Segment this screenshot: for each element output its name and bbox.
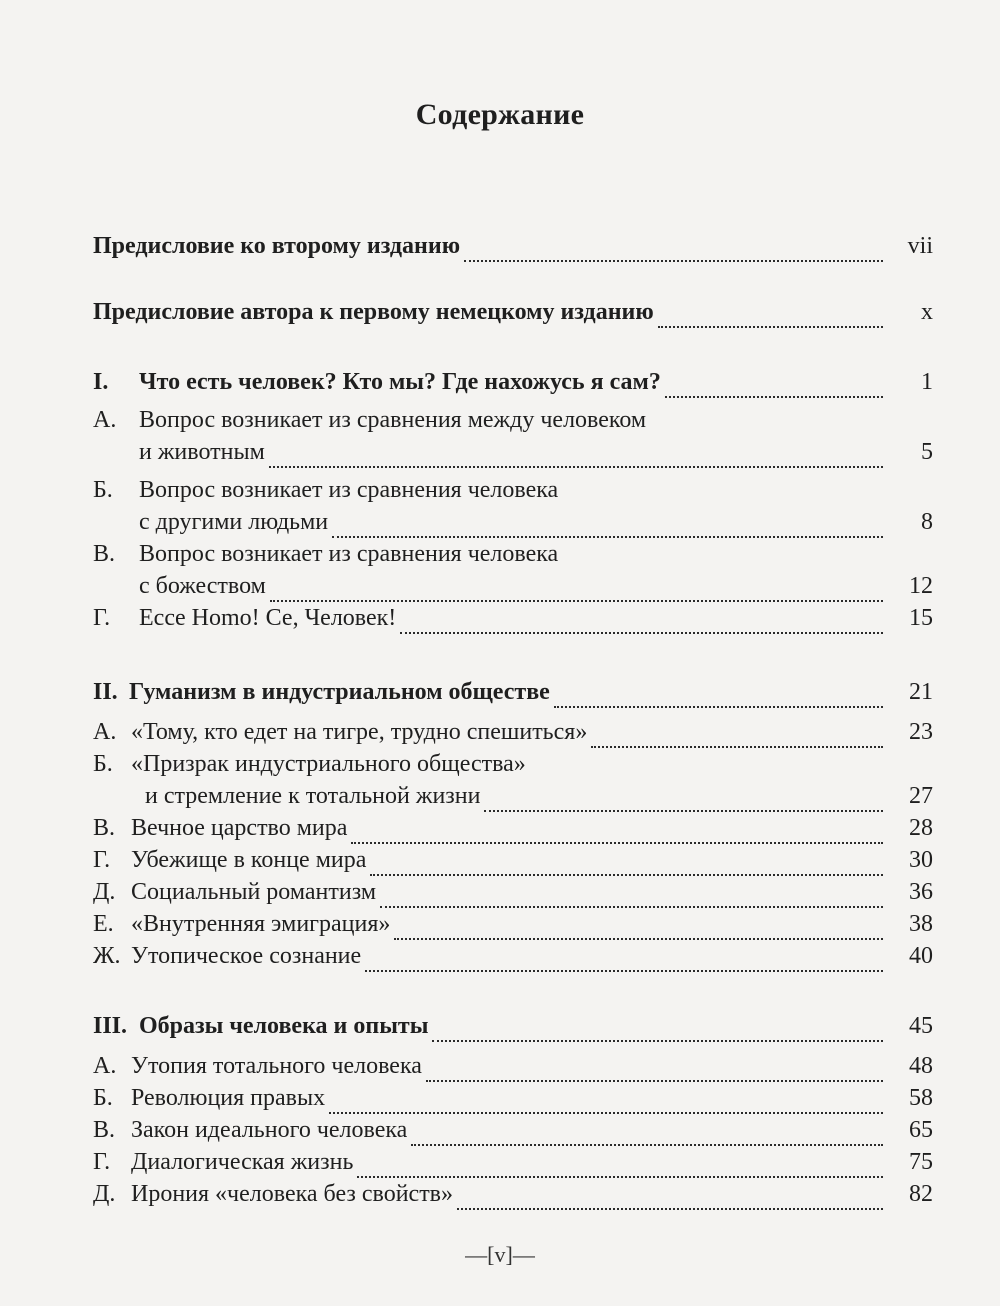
toc-entry-page: 21 (909, 679, 933, 705)
toc-chapter-title: Образы человека и опыты (139, 1013, 429, 1039)
toc-entry (93, 940, 933, 972)
toc-entry-title: Социальный романтизм (131, 879, 377, 905)
toc-entry-continuation (93, 506, 933, 538)
toc-entry-letter: Ж. (93, 943, 121, 969)
toc-entry-letter: В. (93, 815, 116, 841)
toc-entry-title: Предисловие автора к первому немецкому изданию (93, 299, 654, 325)
dot-leader (426, 1058, 883, 1082)
toc-entry-letter: В. (93, 541, 116, 567)
dot-leader (432, 1018, 883, 1042)
toc-entry-letter: А. (93, 719, 117, 745)
toc-entry-title: «Тому, кто едет на тигре, трудно спешиться» (131, 719, 588, 745)
toc-entry-title: Ecce Homo! Се, Человек! (139, 605, 397, 631)
toc-entry-title: Утопическое сознание (131, 943, 362, 969)
dot-leader (457, 1186, 883, 1210)
toc-entry (93, 876, 933, 908)
toc-entry-title: Утопия тотального человека (131, 1053, 422, 1079)
toc-entry-page: 12 (909, 573, 933, 599)
dot-leader (665, 374, 883, 398)
toc-entry-letter: А. (93, 1053, 117, 1079)
toc-entry-page: 45 (909, 1013, 933, 1039)
page-title: Содержание (415, 98, 585, 131)
dot-leader (332, 514, 883, 538)
toc-entry-continuation (93, 780, 933, 812)
toc-entry-page: 58 (909, 1085, 933, 1111)
toc-chapter-title: Что есть человек? Кто мы? Где нахожусь я сам? (139, 369, 661, 395)
toc-entry-page: 27 (909, 783, 933, 809)
toc-chapter-title: Гуманизм в индустриальном обществе (129, 679, 550, 705)
toc-entry-page: 65 (909, 1117, 933, 1143)
toc-entry-letter: Г. (93, 605, 111, 631)
toc-entry-continuation (93, 436, 933, 468)
toc-entry-title-line2: с божеством (139, 573, 266, 599)
toc-entry-title: Предисловие ко второму изданию (93, 233, 461, 259)
toc-entry-page: 48 (909, 1053, 933, 1079)
toc-entry-letter: В. (93, 1117, 116, 1143)
toc-chapter-number: I. (93, 369, 109, 395)
toc-entry (93, 296, 933, 328)
toc-entry-page: 15 (909, 605, 933, 631)
toc-entry (93, 716, 933, 748)
toc-entry (93, 1082, 933, 1114)
toc-entry-title: Закон идеального человека (131, 1117, 408, 1143)
dot-leader (394, 916, 883, 940)
toc-entry (93, 1178, 933, 1210)
toc-entry-letter: Г. (93, 847, 111, 873)
toc-entry-letter: Г. (93, 1149, 111, 1175)
toc-entry (93, 748, 933, 780)
toc-entry-title-line2: и стремление к тотальной жизни (145, 783, 481, 809)
toc-entry (93, 230, 933, 262)
toc-entry-page: 28 (909, 815, 933, 841)
toc-entry-page: 23 (909, 719, 933, 745)
dot-leader (464, 238, 883, 262)
dot-leader (400, 610, 883, 634)
toc-entry-letter: Е. (93, 911, 114, 937)
toc-entry-page: 5 (921, 439, 933, 465)
page-number-footer: —[v]— (465, 1242, 535, 1267)
toc-entry-title: Диалогическая жизнь (131, 1149, 354, 1175)
toc-entry-title: Вопрос возникает из сравнения между человеком (139, 407, 647, 433)
dot-leader (351, 820, 883, 844)
toc-entry-page: 36 (909, 879, 933, 905)
toc-entry-title: «Внутренняя эмиграция» (131, 911, 391, 937)
dot-leader (357, 1154, 883, 1178)
toc-entry-title: Вопрос возникает из сравнения человека (139, 541, 559, 567)
toc-entry-continuation (93, 570, 933, 602)
dot-leader (370, 852, 883, 876)
toc-entry-page: 82 (909, 1181, 933, 1207)
toc-entry (93, 1114, 933, 1146)
toc-chapter (93, 1010, 933, 1042)
toc-entry-page: 38 (909, 911, 933, 937)
dot-leader (380, 884, 883, 908)
toc-entry (93, 1146, 933, 1178)
toc-entry-title: «Призрак индустриального общества» (131, 751, 526, 777)
toc-entry-page: 8 (921, 509, 933, 535)
toc-entry-title: Ирония «человека без свойств» (131, 1181, 454, 1207)
dot-leader (411, 1122, 883, 1146)
toc-entry-page: 1 (921, 369, 933, 395)
dot-leader (554, 684, 883, 708)
toc-entry-page: vii (907, 233, 933, 259)
toc-entry-title: Убежище в конце мира (131, 847, 367, 873)
toc-chapter-number: III. (93, 1013, 128, 1039)
toc-chapter (93, 366, 933, 398)
dot-leader (269, 444, 883, 468)
toc-chapter-number: II. (93, 679, 118, 705)
toc-entry-page: 30 (909, 847, 933, 873)
dot-leader (365, 948, 883, 972)
toc-chapter (93, 676, 933, 708)
dot-leader (270, 578, 883, 602)
toc-entry-letter: Б. (93, 477, 113, 503)
dot-leader (329, 1090, 883, 1114)
toc-entry-title: Вечное царство мира (131, 815, 348, 841)
toc-entry (93, 538, 933, 570)
dot-leader (591, 724, 883, 748)
toc-entry-page: 40 (909, 943, 933, 969)
toc-entry (93, 602, 933, 634)
toc-entry (93, 404, 933, 436)
toc-entry-letter: А. (93, 407, 117, 433)
dot-leader (658, 304, 883, 328)
toc-entry (93, 1050, 933, 1082)
toc-entry (93, 812, 933, 844)
toc-entry (93, 474, 933, 506)
toc-entry (93, 908, 933, 940)
toc-entry-letter: Д. (93, 879, 116, 905)
toc-entry-title-line2: с другими людьми (139, 509, 329, 535)
toc-entry-page: 75 (909, 1149, 933, 1175)
toc-entry-title: Революция правых (131, 1085, 326, 1111)
toc-entry-title: Вопрос возникает из сравнения человека (139, 477, 559, 503)
toc-entry-page: x (921, 299, 933, 325)
toc-entry-letter: Д. (93, 1181, 116, 1207)
dot-leader (484, 788, 883, 812)
toc-entry-letter: Б. (93, 751, 113, 777)
toc-entry-letter: Б. (93, 1085, 113, 1111)
toc-entry-title-line2: и животным (139, 439, 265, 465)
toc-entry (93, 844, 933, 876)
